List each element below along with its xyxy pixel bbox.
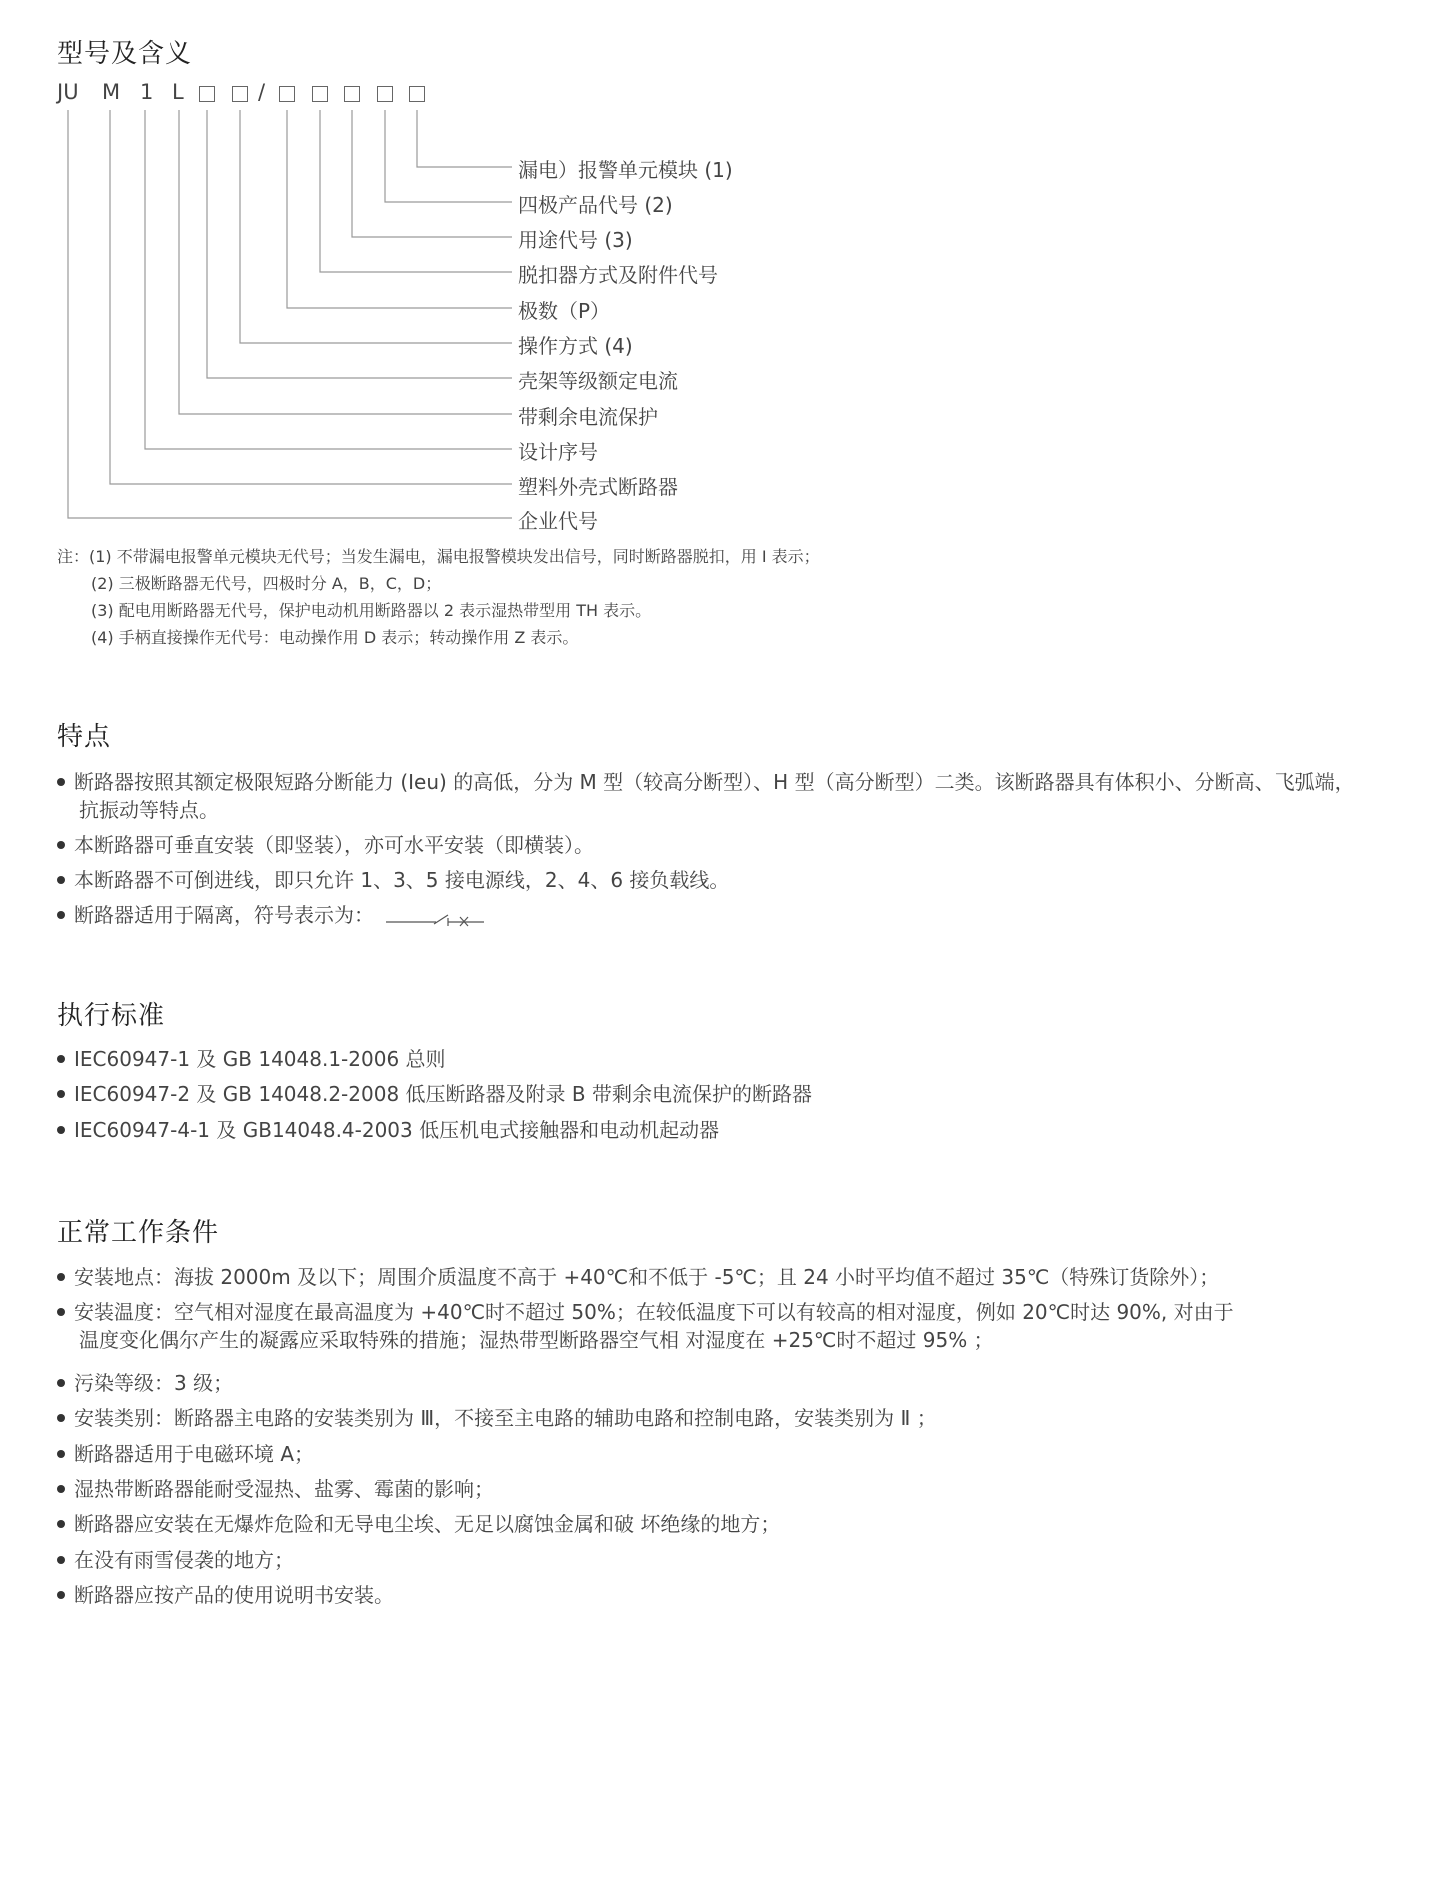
bullet-dot xyxy=(57,1414,65,1422)
isolation-symbol-icon xyxy=(384,907,494,927)
meaning-four-pole: 四极产品代号 (2) xyxy=(518,193,673,217)
note-1: 注：(1) 不带漏电报警单元模块无代号；当发生漏电，漏电报警模块发出信号，同时断路器脱扣，用 I 表示； xyxy=(57,547,820,566)
condition-text: 安装类别：断路器主电路的安装类别为 Ⅲ，不接至主电路的辅助电路和控制电路，安装类别为 Ⅱ ； xyxy=(74,1406,937,1430)
bullet-dot xyxy=(57,911,65,919)
condition-item xyxy=(57,1475,1397,1503)
condition-text: 在没有雨雪侵袭的地方； xyxy=(74,1548,294,1572)
meaning-alarm-module: 漏电）报警单元模块 (1) xyxy=(518,158,733,182)
standard-text: IEC60947-4-1 及 GB14048.4-2003 低压机电式接触器和电动机起动器 xyxy=(74,1118,720,1142)
bullet-dot xyxy=(57,1055,65,1063)
code-enterprise: JU xyxy=(57,80,79,104)
feature-item xyxy=(57,866,1397,894)
note-4: (4) 手柄直接操作无代号：电动操作用 D 表示；转动操作用 Z 表示。 xyxy=(91,628,579,647)
meaning-design: 设计序号 xyxy=(518,440,598,464)
feature-text: 断路器按照其额定极限短路分断能力 (Ieu) 的高低，分为 M 型（较高分断型）、H 型（高分断型）二类。该断路器具有体积小、分断高、飞弧端， xyxy=(74,770,1355,794)
code-type: M xyxy=(102,80,121,104)
condition-text: 湿热带断路器能耐受湿热、盐雾、霉菌的影响； xyxy=(74,1477,494,1501)
bullet-dot xyxy=(57,1308,65,1316)
meaning-poles: 极数（P） xyxy=(518,299,611,323)
note-2: (2) 三极断路器无代号，四极时分 A，B，C，D； xyxy=(91,574,442,593)
feature-text: 本断路器不可倒进线，即只允许 1、3、5 接电源线，2、4、6 接负载线。 xyxy=(74,868,730,892)
meaning-frame-current: 壳架等级额定电流 xyxy=(518,369,678,393)
condition-item xyxy=(57,1440,1397,1468)
code-box-operation xyxy=(232,86,248,102)
bullet-dot xyxy=(57,1090,65,1098)
feature-text-cont: 抗振动等特点。 xyxy=(79,798,219,822)
condition-item xyxy=(57,1298,1397,1354)
meaning-residual: 带剩余电流保护 xyxy=(518,405,658,429)
leader-line-frame-current xyxy=(207,110,512,378)
bullet-dot xyxy=(57,1520,65,1528)
leader-line-alarm-module xyxy=(417,110,512,167)
feature-text: 断路器适用于隔离，符号表示为： xyxy=(74,903,374,927)
section-title-model: 型号及含义 xyxy=(57,39,193,69)
condition-text: 断路器应按产品的使用说明书安装。 xyxy=(74,1583,394,1607)
bullet-dot xyxy=(57,876,65,884)
feature-text: 本断路器可垂直安装（即竖装），亦可水平安装（即横装）。 xyxy=(74,833,594,857)
code-box-release xyxy=(312,86,328,102)
bullet-dot xyxy=(57,1273,65,1281)
leader-line-residual xyxy=(179,110,512,414)
meaning-usage: 用途代号 (3) xyxy=(518,228,633,252)
section-title-standards: 执行标准 xyxy=(57,1001,166,1031)
bullet-dot xyxy=(57,1556,65,1564)
feature-item xyxy=(57,831,1397,859)
condition-item xyxy=(57,1546,1397,1574)
feature-item xyxy=(57,901,1397,929)
bullet-dot xyxy=(57,1379,65,1387)
leader-line-design xyxy=(145,110,512,449)
condition-item xyxy=(57,1510,1397,1538)
meaning-release: 脱扣器方式及附件代号 xyxy=(518,263,718,287)
meaning-enterprise: 企业代号 xyxy=(518,509,598,533)
code-slash: / xyxy=(258,80,266,104)
condition-text-cont: 温度变化偶尔产生的凝露应采取特殊的措施；湿热带型断路器空气相 对湿度在 +25℃时不超过 95% ； xyxy=(79,1328,994,1352)
feature-item xyxy=(57,768,1397,824)
bullet-dot xyxy=(57,1126,65,1134)
leader-line-four-pole xyxy=(385,110,512,202)
leader-line-enterprise xyxy=(68,110,512,518)
code-design: 1 xyxy=(140,80,154,104)
bullet-dot xyxy=(57,841,65,849)
condition-text: 安装温度：空气相对湿度在最高温度为 +40℃时不超过 50%；在较低温度下可以有较高的相对湿度，例如 20℃时达 90%, 对由于 xyxy=(74,1300,1234,1324)
condition-item xyxy=(57,1369,1397,1397)
standard-item xyxy=(57,1045,1397,1073)
leader-line-mccb xyxy=(110,110,512,484)
meaning-operation: 操作方式 (4) xyxy=(518,334,633,358)
note-3: (3) 配电用断路器无代号，保护电动机用断路器以 2 表示湿热带型用 TH 表示。 xyxy=(91,601,652,620)
condition-text: 污染等级：3 级； xyxy=(74,1371,234,1395)
section-title-features: 特点 xyxy=(57,722,112,752)
condition-item xyxy=(57,1263,1397,1291)
bullet-dot xyxy=(57,1485,65,1493)
leader-line-release xyxy=(320,110,512,272)
code-residual: L xyxy=(172,80,184,104)
bullet-dot xyxy=(57,1591,65,1599)
condition-item xyxy=(57,1581,1397,1609)
standard-text: IEC60947-1 及 GB 14048.1-2006 总则 xyxy=(74,1047,446,1071)
condition-item xyxy=(57,1404,1397,1432)
standard-item xyxy=(57,1116,1397,1144)
condition-text: 安装地点：海拔 2000m 及以下；周围介质温度不高于 +40℃和不低于 -5℃；且 24 小时平均值不超过 35℃（特殊订货除外）； xyxy=(74,1265,1220,1289)
standard-item xyxy=(57,1080,1397,1108)
condition-text: 断路器适用于电磁环境 A； xyxy=(74,1442,315,1466)
section-title-conditions: 正常工作条件 xyxy=(57,1218,220,1248)
leader-line-poles xyxy=(287,110,512,308)
bullet-dot xyxy=(57,778,65,786)
bullet-dot xyxy=(57,1450,65,1458)
code-box-poles xyxy=(279,86,295,102)
code-box-usage xyxy=(344,86,360,102)
standard-text: IEC60947-2 及 GB 14048.2-2008 低压断路器及附录 B 带剩余电流保护的断路器 xyxy=(74,1082,812,1106)
condition-text: 断路器应安装在无爆炸危险和无导电尘埃、无足以腐蚀金属和破 坏绝缘的地方； xyxy=(74,1512,781,1536)
code-box-four-pole xyxy=(377,86,393,102)
leader-line-usage xyxy=(352,110,512,237)
code-box-alarm-module xyxy=(409,86,425,102)
code-box-frame-current xyxy=(199,86,215,102)
meaning-mccb: 塑料外壳式断路器 xyxy=(518,475,678,499)
